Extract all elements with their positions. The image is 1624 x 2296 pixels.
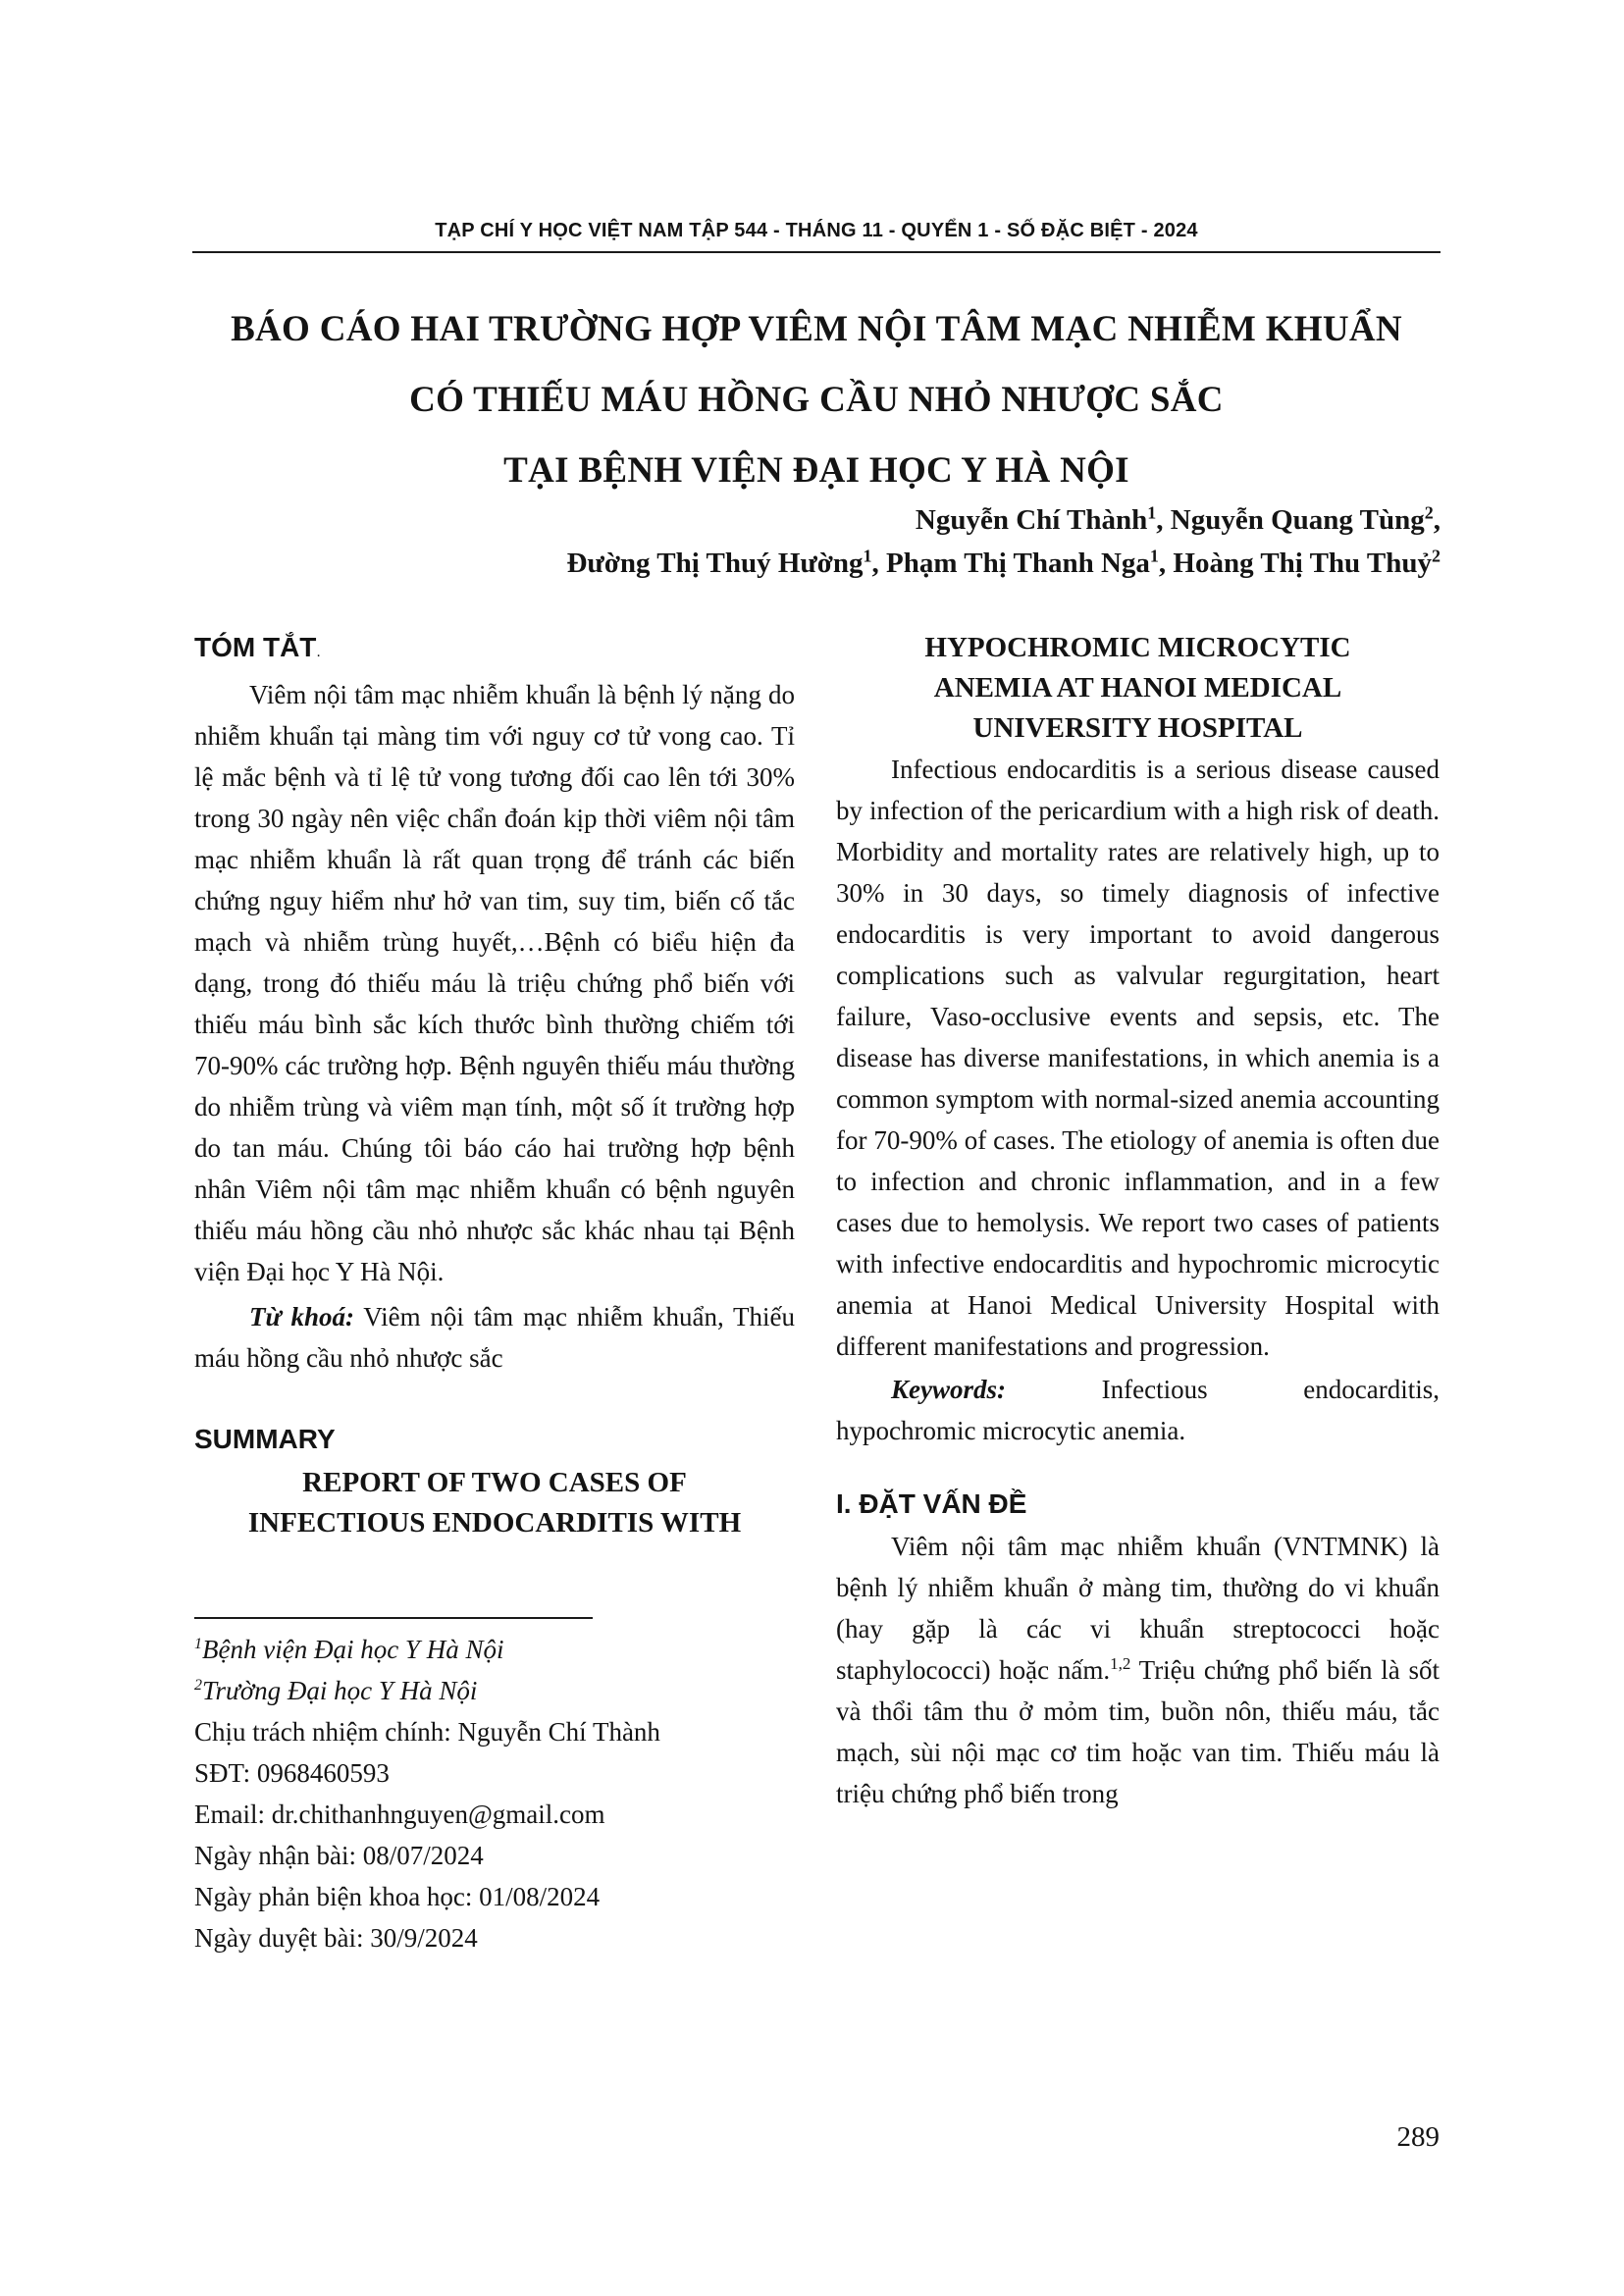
footnote-affiliation-1: [194, 1629, 795, 1670]
footnote-phone: SĐT: 0968460593: [194, 1758, 390, 1788]
author-affiliation-mark: 1: [863, 546, 872, 566]
author-separator: ,: [871, 548, 886, 579]
author-separator: ,: [1433, 504, 1441, 536]
title-line-2: CÓ THIẾU MÁU HỒNG CẦU NHỎ NHƯỢC SẮC: [409, 380, 1224, 420]
keywords-text: Viêm nội tâm mạc nhiễm khuẩn, Thiếu máu hồng cầu nhỏ nhược sắc: [194, 1302, 795, 1373]
footnote-mark: 2: [194, 1677, 202, 1694]
abstract-keywords: [194, 1296, 795, 1379]
author-affiliation-mark: 1: [1147, 502, 1157, 523]
section-1-body: [836, 1526, 1440, 1814]
author-separator: ,: [1158, 548, 1174, 579]
article-title: [192, 294, 1441, 506]
author-name: Nguyễn Chí Thành: [915, 504, 1148, 536]
footnote-mark: 1: [194, 1636, 202, 1652]
footnote-accepted-date: Ngày duyệt bài: 30/9/2024: [194, 1923, 478, 1953]
keywords-label: Từ khoá:: [249, 1302, 354, 1331]
summary-title-line-1: REPORT OF TWO CASES OF: [302, 1467, 687, 1498]
author-line-2: [192, 542, 1441, 585]
summary-title-line-3: HYPOCHROMIC MICROCYTIC: [924, 632, 1351, 663]
footnote-affiliation-text: Bệnh viện Đại học Y Hà Nội: [202, 1635, 504, 1664]
footnote-review-date: Ngày phản biện khoa học: 01/08/2024: [194, 1882, 601, 1911]
abstract-heading-text: TÓM TẮT: [194, 632, 317, 662]
left-column: [194, 628, 795, 1543]
summary-title-line-5: UNIVERSITY HOSPITAL: [972, 712, 1303, 744]
author-separator: ,: [1156, 504, 1171, 536]
footnote-affiliation-2: [194, 1670, 795, 1711]
summary-title-line-4: ANEMIA AT HANOI MEDICAL: [933, 672, 1342, 704]
abstract-heading: [194, 628, 795, 672]
author-list: [192, 498, 1441, 585]
summary-title-part-2: [836, 628, 1440, 749]
summary-keywords-line-1: [836, 1369, 1440, 1410]
summary-title-part-1: [194, 1463, 795, 1543]
footnote-responsible-author: Chịu trách nhiệm chính: Nguyễn Chí Thành: [194, 1717, 660, 1747]
footnote-affiliation-text: Trường Đại học Y Hà Nội: [202, 1676, 478, 1705]
author-name: Hoàng Thị Thu Thuỷ: [1173, 548, 1432, 579]
footnote-rule: [194, 1617, 593, 1619]
title-line-3: TẠI BỆNH VIỆN ĐẠI HỌC Y HÀ NỘI: [503, 450, 1129, 491]
author-name: Phạm Thị Thanh Nga: [886, 548, 1150, 579]
header-rule: [192, 251, 1441, 253]
page-number: 289: [1396, 2121, 1440, 2153]
abstract-body: Viêm nội tâm mạc nhiễm khuẩn là bệnh lý nặng do nhiễm khuẩn tại màng tim với nguy cơ tử vong cao. Tỉ lệ mắc bệnh và tỉ lệ tử vong tương đối cao lên tới 30% trong 30 ngày nên việc chẩn đoán kịp thời viêm nội tâm mạc nhiễm khuẩn là rất quan trọng để tránh các biến chứng nguy hiểm như hở van tim, suy tim, biến cố tắc mạch và nhiễm trùng huyết,…Bệnh có biểu hiện đa dạng, trong đó thiếu máu là triệu chứng phổ biến với thiếu máu bình sắc kích thước bình thường chiếm tới 70-90% các trường hợp. Bệnh nguyên thiếu máu thường do nhiễm trùng và viêm mạn tính, một số ít trường hợp do tan máu. Chúng tôi báo cáo hai trường hợp bệnh nhân Viêm nội tâm mạc nhiễm khuẩn có bệnh nguyên thiếu máu hồng cầu nhỏ nhược sắc khác nhau tại Bệnh viện Đại học Y Hà Nội.: [194, 680, 795, 1286]
footnotes: [194, 1629, 795, 1958]
citation-reference: 1,2: [1110, 1654, 1131, 1673]
running-head: TẠP CHÍ Y HỌC VIỆT NAM TẬP 544 - THÁNG 11 - QUYỂN 1 - SỐ ĐẶC BIỆT - 2024: [435, 220, 1198, 241]
abstract-heading-dot: .: [316, 644, 321, 660]
section-1-text: Viêm nội tâm mạc nhiễm khuẩn (VNTMNK) là bệnh lý nhiễm khuẩn ở màng tim, thường do vi khuẩn (hay gặp là các vi khuẩn streptococci hoặc staphylococci) hoặc nấm.: [836, 1532, 1440, 1685]
section-1-text-continued: Triệu chứng phổ biến là sốt và thổi tâm thu ở mỏm tim, buồn nôn, thiếu máu, tắc mạch, sùi nội mạc cơ tim hoặc van tim. Thiếu máu là triệu chứng phổ biến trong: [836, 1655, 1440, 1808]
footnote-received-date: Ngày nhận bài: 08/07/2024: [194, 1841, 484, 1870]
keywords-text: Infectious endocarditis,: [1006, 1375, 1440, 1404]
summary-keywords-line-2: hypochromic microcytic anemia.: [836, 1416, 1186, 1445]
author-affiliation-mark: 1: [1149, 546, 1159, 566]
keywords-label: Keywords:: [891, 1375, 1006, 1404]
summary-title-line-2: INFECTIOUS ENDOCARDITIS WITH: [247, 1507, 742, 1539]
summary-heading: SUMMARY: [194, 1424, 336, 1454]
right-column: [836, 628, 1440, 1814]
summary-body: Infectious endocarditis is a serious disease caused by infection of the pericardium with a high risk of death. Morbidity and mortality rates are relatively high, up to 30% in 30 days, so timely diagnosis of infective endocarditis is very important to avoid dangerous complications such as valvular regurgitation, heart failure, Vaso-occlusive events and sepsis, etc. The disease has diverse manifestations, in which anemia is a common symptom with normal-sized anemia accounting for 70-90% of cases. The etiology of anemia is often due to infection and chronic inflammation, and in a few cases due to hemolysis. We report two cases of patients with infective endocarditis and hypochromic microcytic anemia at Hanoi Medical University Hospital with different manifestations and progression.: [836, 755, 1440, 1361]
author-line-1: [192, 498, 1441, 542]
author-name: Nguyễn Quang Tùng: [1170, 504, 1425, 536]
footnote-email: Email: dr.chithanhnguyen@gmail.com: [194, 1800, 605, 1829]
author-affiliation-mark: 2: [1424, 502, 1434, 523]
author-name: Đường Thị Thuý Hường: [566, 548, 864, 579]
author-affiliation-mark: 2: [1432, 546, 1441, 566]
section-1-heading: I. ĐẶT VẤN ĐỀ: [836, 1488, 1027, 1519]
title-line-1: BÁO CÁO HAI TRƯỜNG HỢP VIÊM NỘI TÂM MẠC NHIỄM KHUẨN: [231, 309, 1402, 349]
